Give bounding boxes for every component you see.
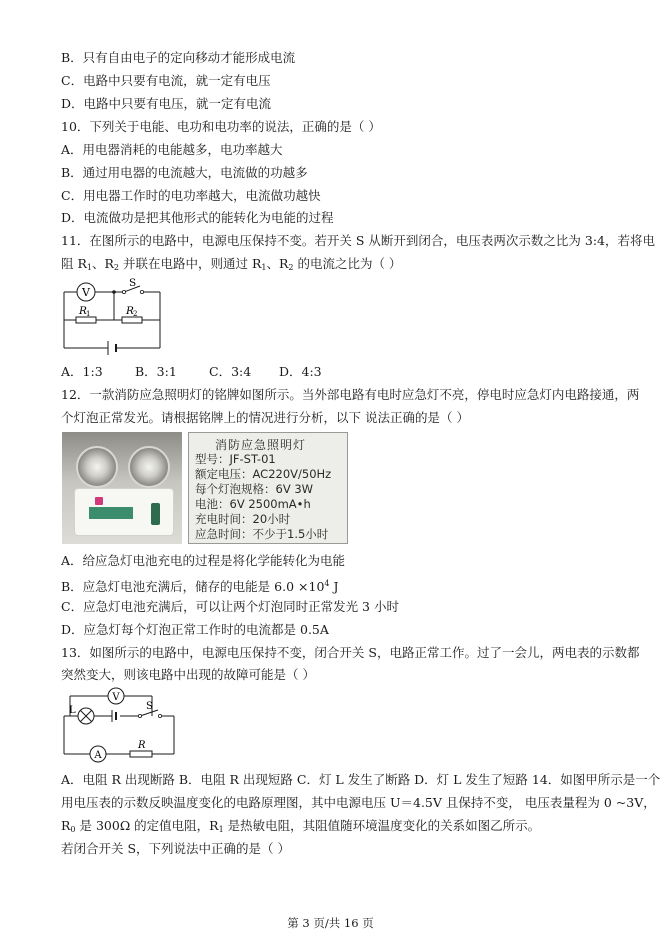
q13-switch-label: S: [146, 701, 153, 712]
q11-r1-sub: 1: [86, 310, 91, 318]
q13-circuit-diagram: [60, 686, 190, 766]
nameplate-title: 消防应急照明灯: [215, 438, 307, 452]
q13-stem-line2: 突然变大，则该电路中出现的故障可能是（ ）: [61, 667, 315, 682]
q11-option-c: C．3:4: [209, 364, 252, 379]
nameplate: [188, 432, 348, 544]
page-footer: 第 3 页/共 16 页: [287, 916, 374, 930]
q12-option-b: B．应急灯电池充满后，储存的电能是 $6.0 \times 10^4$ J: [61, 579, 339, 594]
q10-option-b: B．通过用电器的电流越大，电流做的功越多: [61, 165, 308, 180]
q11-option-a: A．1:3: [61, 364, 103, 379]
q12-option-c: C．应急灯电池充满后，可以让两个灯泡同时正常发光 3 小时: [61, 599, 399, 614]
q13-options: A．电阻 R 出现断路 B．电阻 R 出现短路 C．灯 L 发生了断路 D．灯 L 发生了短路 14．如图甲所示是一个: [61, 772, 661, 787]
q10-stem: 10．下列关于电能、电功和电功率的说法，正确的是（ ）: [61, 119, 381, 134]
q11-stem-line2: 阻 $R_1$、$R_2$ 并联在电路中，则通过 $R_1$、$R_2$ 的电流之比为（ ）: [61, 256, 402, 272]
nameplate-row: 型号：JF-ST-01: [195, 452, 276, 466]
q9-option-c: C．电路中只要有电流，就一定有电压: [61, 73, 271, 88]
q11-r1-label: R: [79, 305, 87, 317]
q12-stem-line2: 个灯泡正常发光。请根据铭牌上的情况进行分析，以下 说法正确的是（ ）: [61, 410, 469, 425]
emergency-lamp-photo: [62, 432, 182, 544]
q11-voltmeter-label: V: [82, 286, 90, 299]
q11-stem-line1: 11．在图所示的电路中，电源电压保持不变。若开关 S 从断开到闭合，电压表两次示数之比为 3:4，若将电: [61, 233, 656, 248]
nameplate-row: 电池：6V 2500mA•h: [195, 497, 311, 511]
q12-option-a: A．给应急灯电池充电的过程是将化学能转化为电能: [61, 553, 346, 568]
q10-option-c: C．用电器工作时的电功率越大，电流做功越快: [61, 188, 321, 203]
q9-option-d: D．电路中只要有电压，就一定有电流: [61, 96, 272, 111]
q11-switch-label: S: [129, 277, 137, 289]
q13-resistor-label: R: [138, 740, 146, 751]
q10-option-d: D．电流做功是把其他形式的能转化为电能的过程: [61, 210, 334, 225]
q14-stem-line1: 用电压表的示数反映温度变化的电路原理图，其中电源电压 U＝4.5V 且保持不变， 电压表量程为 0 ~3V，: [61, 795, 656, 810]
q13-voltmeter-label: V: [112, 692, 120, 703]
q11-options: [61, 364, 353, 380]
nameplate-row: 充电时间：20小时: [195, 512, 291, 526]
q13-stem-line1: 13．如图所示的电路中，电源电压保持不变，闭合开关 S，电路正常工作。过了一会儿，两电表的示数都: [61, 645, 640, 660]
q14-stem-line3: 若闭合开关 S，下列说法中正确的是（ ）: [61, 841, 291, 856]
q11-circuit-diagram: [60, 278, 180, 358]
nameplate-row: 额定电压：AC220V/50Hz: [195, 467, 332, 481]
q14-stem-line2: $R_0$ 是 300Ω 的定值电阻，$R_1$ 是热敏电阻，其阻值随环境温度变化的关系如图乙所示。: [61, 818, 541, 834]
q9-option-b: B．只有自由电子的定向移动才能形成电流: [61, 50, 296, 65]
q10-option-a: A．用电器消耗的电能越多，电功率越大: [61, 142, 283, 157]
q13-ammeter-label: A: [94, 750, 102, 761]
nameplate-row: 应急时间：不少于1.5小时: [195, 527, 329, 541]
nameplate-row: 每个灯泡规格：6V 3W: [195, 482, 314, 496]
q12-stem-line1: 12．一款消防应急照明灯的铭牌如图所示。当外部电路有电时应急灯不亮，停电时应急灯内电路接通，两: [61, 387, 640, 402]
q11-option-b: B．3:1: [135, 364, 177, 379]
q12-option-d: D．应急灯每个灯泡正常工作时的电流都是 0.5A: [61, 622, 329, 637]
q13-lamp-label: L: [69, 705, 76, 716]
q11-r2-sub: 2: [133, 310, 138, 318]
q11-r2-label: R: [126, 305, 134, 317]
q11-option-d: D．4:3: [279, 364, 322, 379]
